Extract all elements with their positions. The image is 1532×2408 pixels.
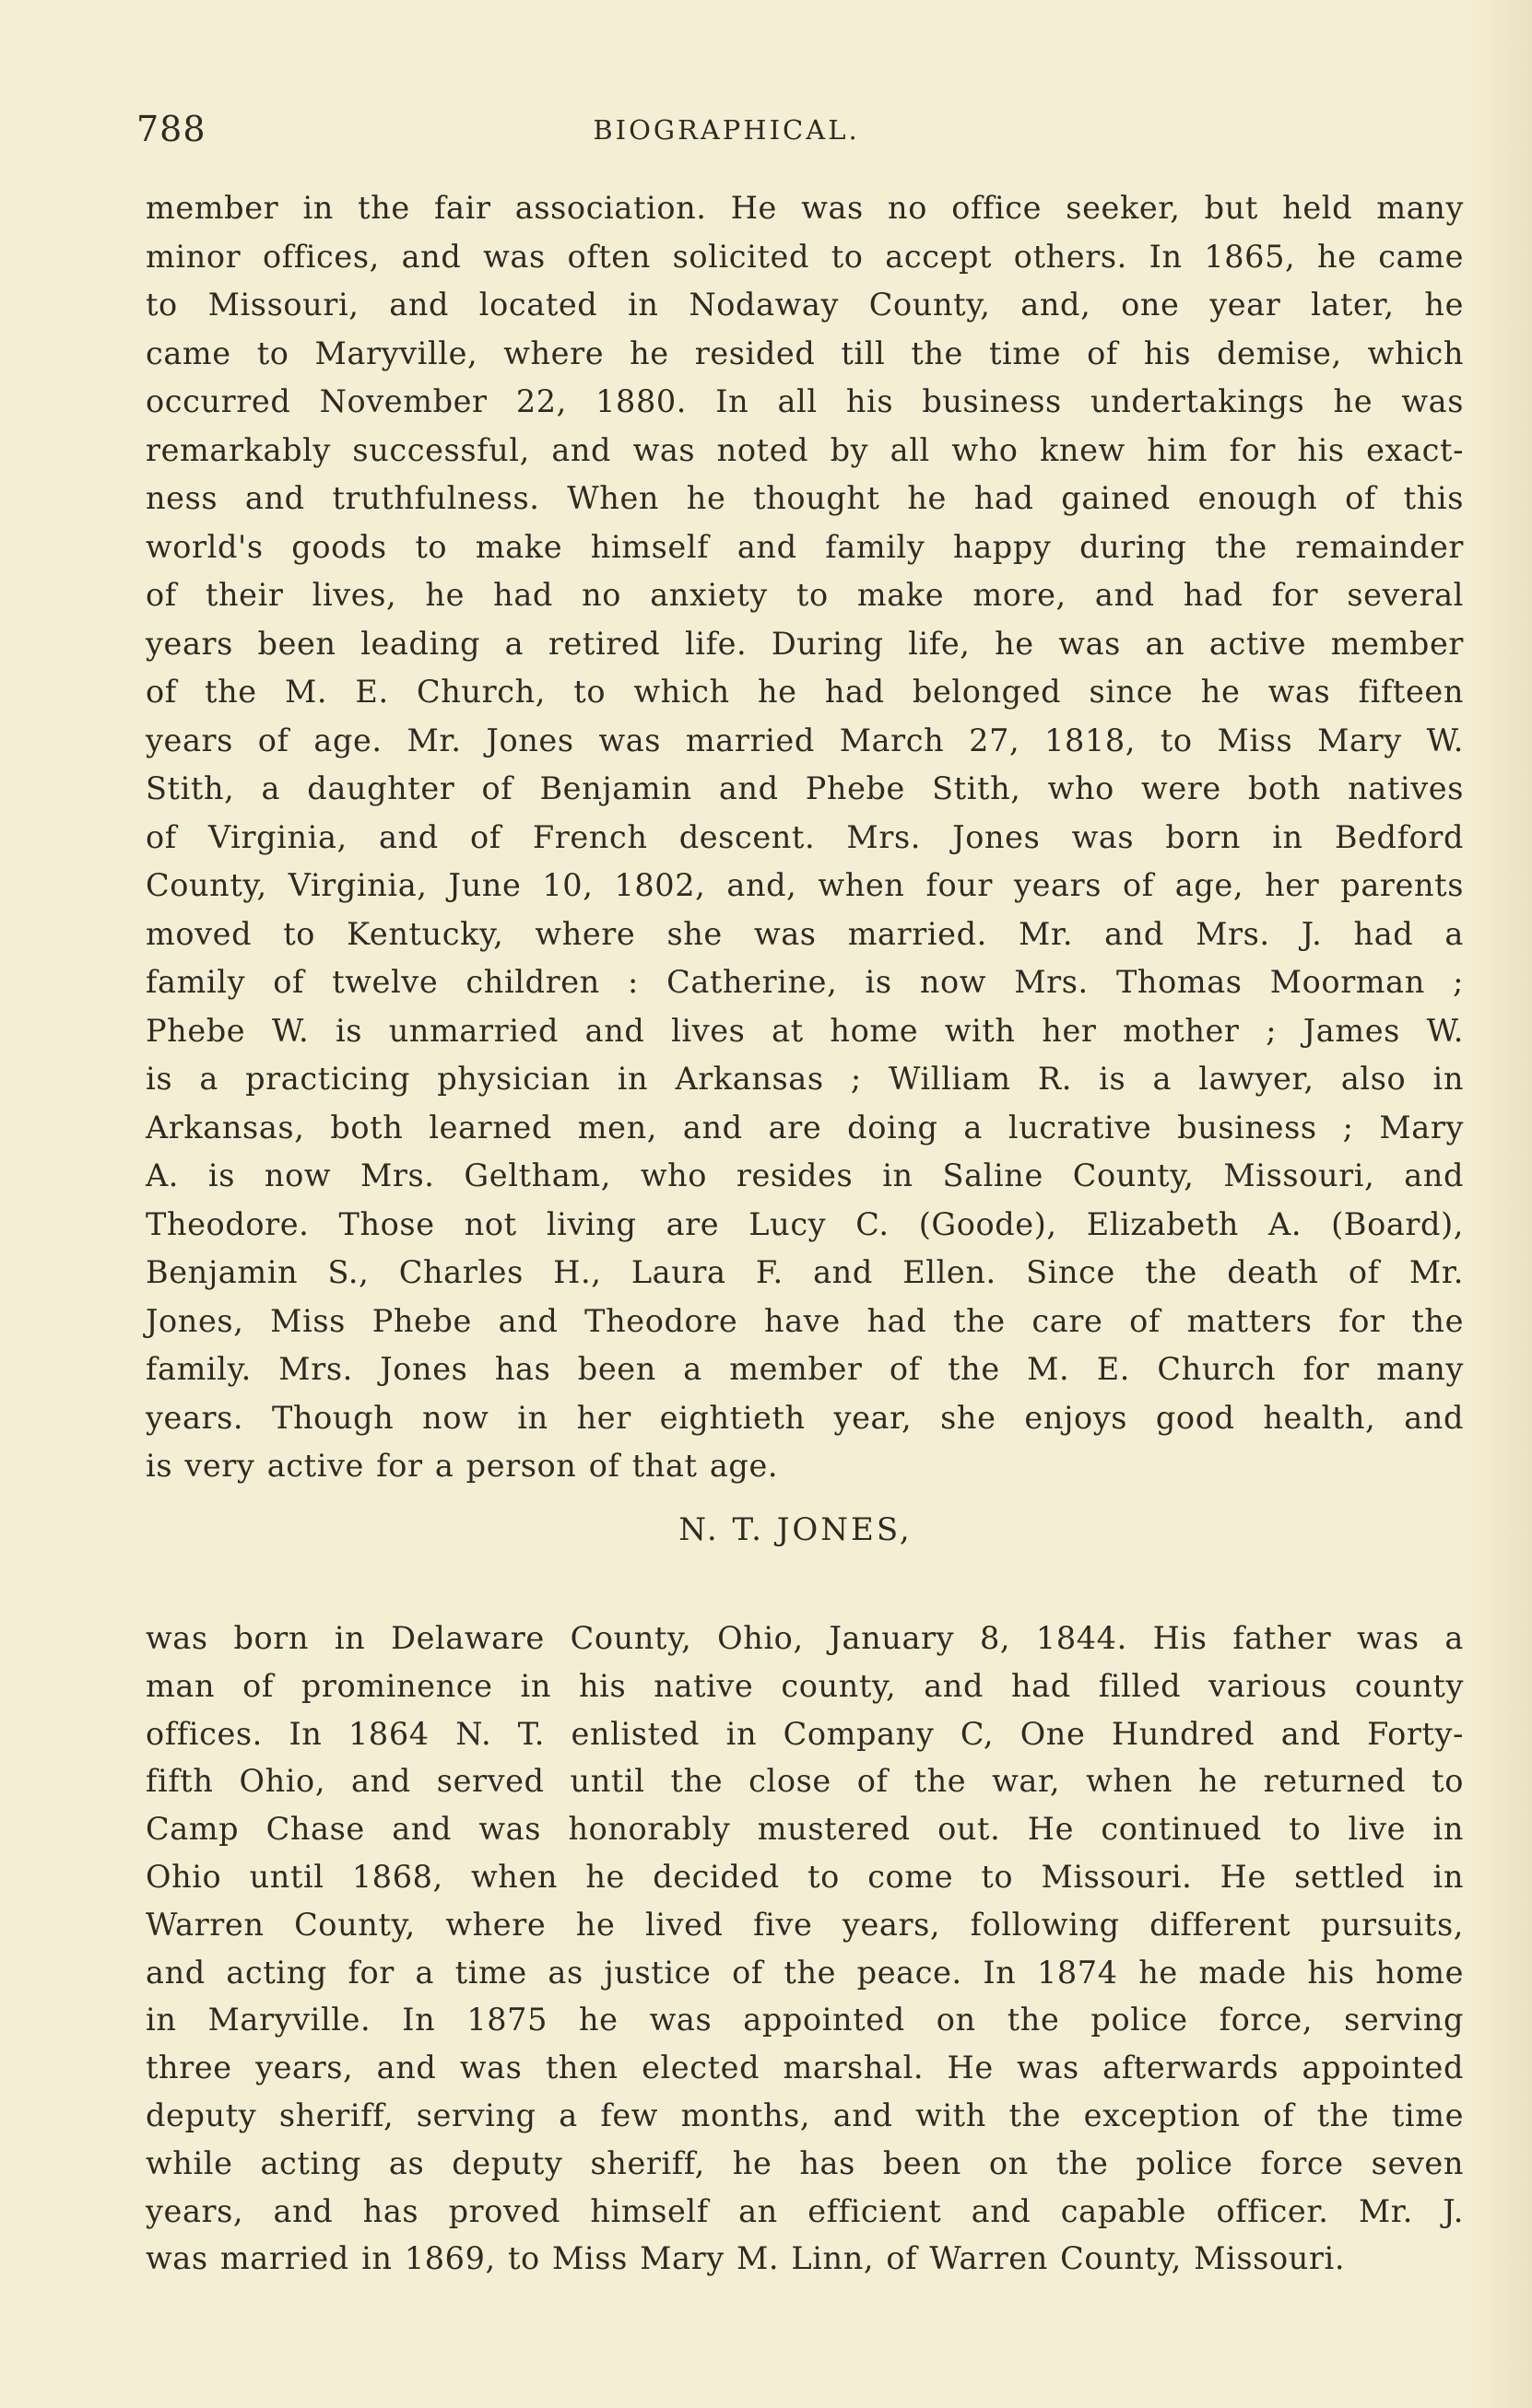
text-line: is a practicing physician in Arkansas ; William R. is a lawyer, also in [146, 1061, 1464, 1097]
text-line: Jones, Miss Phebe and Theodore have had the care of matters for the [146, 1302, 1464, 1339]
text-line: and acting for a time as justice of the peace. In 1874 he made his home [146, 1954, 1464, 1991]
text-line: Warren County, where he lived five years, following different pursuits, [146, 1906, 1464, 1943]
paragraph-mrs-jones [146, 184, 1464, 1491]
text-line: Theodore. Those not living are Lucy C. (Goode), Elizabeth A. (Board), [146, 1205, 1464, 1242]
text-line: County, Virginia, June 10, 1802, and, when four years of age, her parents [146, 867, 1464, 903]
text-line: Ohio until 1868, when he decided to come to Missouri. He settled in [146, 1858, 1464, 1895]
text-line: offices. In 1864 N. T. enlisted in Company C, One Hundred and Forty- [146, 1715, 1464, 1752]
text-line: in Maryville. In 1875 he was appointed on the police force, serving [146, 2002, 1464, 2038]
text-line: years. Though now in her eightieth year, she enjoys good health, and [146, 1399, 1464, 1436]
text-line: A. is now Mrs. Geltham, who resides in Saline County, Missouri, and [146, 1157, 1464, 1193]
text-line: was married in 1869, to Miss Mary M. Linn, of Warren County, Missouri. [146, 2240, 1346, 2277]
text-line: Arkansas, both learned men, and are doing a lucrative business ; Mary [146, 1109, 1464, 1145]
text-line: world's goods to make himself and family happy during the remainder [146, 528, 1464, 565]
text-line: to Missouri, and located in Nodaway County, and, one year later, he [146, 287, 1464, 323]
section-heading: N. T. JONES, [678, 1511, 913, 1548]
text-line: years, and has proved himself an efficient and capable officer. Mr. J. [146, 2192, 1464, 2229]
text-line: Stith, a daughter of Benjamin and Phebe Stith, who were both natives [146, 770, 1464, 806]
text-line: is very active for a person of that age. [146, 1448, 779, 1484]
text-line: while acting as deputy sheriff, he has been on the police force seven [146, 2144, 1464, 2181]
text-line: years of age. Mr. Jones was married March 27, 1818, to Miss Mary W. [146, 722, 1464, 758]
page-edge-shadow [1467, 0, 1532, 2408]
running-head: BIOGRAPHICAL. [593, 114, 860, 146]
text-line: fifth Ohio, and served until the close of the war, when he returned to [146, 1763, 1464, 1800]
text-line: occurred November 22, 1880. In all his business undertakings he was [146, 383, 1464, 419]
text-line: Phebe W. is unmarried and lives at home with her mother ; James W. [146, 1012, 1464, 1049]
text-line: Camp Chase and was honorably mustered out. He continued to live in [146, 1811, 1464, 1848]
text-line: family of twelve children : Catherine, is now Mrs. Thomas Moorman ; [146, 964, 1464, 1000]
text-line: member in the fair association. He was no office seeker, but held many [146, 190, 1464, 226]
page-number: 788 [136, 109, 206, 149]
paragraph-nt-jones [146, 1615, 1464, 2283]
text-line: years been leading a retired life. During life, he was an active member [146, 625, 1464, 662]
page-header [136, 109, 1445, 155]
text-line: of their lives, he had no anxiety to make more, and had for several [146, 577, 1464, 613]
text-line: deputy sheriff, serving a few months, and with the exception of the time [146, 2097, 1464, 2133]
text-line: minor offices, and was often solicited to accept others. In 1865, he came [146, 238, 1464, 275]
text-line: ness and truthfulness. When he thought he had gained enough of this [146, 480, 1464, 516]
text-line: moved to Kentucky, where she was married. Mr. and Mrs. J. had a [146, 915, 1464, 952]
text-line: came to Maryville, where he resided till the time of his demise, which [146, 335, 1464, 371]
text-line: of the M. E. Church, to which he had belonged since he was fifteen [146, 674, 1464, 710]
text-line: family. Mrs. Jones has been a member of the M. E. Church for many [146, 1351, 1464, 1387]
text-line: of Virginia, and of French descent. Mrs. Jones was born in Bedford [146, 818, 1464, 855]
text-line: three years, and was then elected marshal. He was afterwards appointed [146, 2050, 1464, 2086]
text-line: was born in Delaware County, Ohio, January 8, 1844. His father was a [146, 1620, 1464, 1656]
text-line: man of prominence in his native county, and had filled various county [146, 1667, 1464, 1704]
text-line: Benjamin S., Charles H., Laura F. and Ellen. Since the death of Mr. [146, 1254, 1464, 1290]
text-line: remarkably successful, and was noted by all who knew him for his exact- [146, 431, 1464, 468]
